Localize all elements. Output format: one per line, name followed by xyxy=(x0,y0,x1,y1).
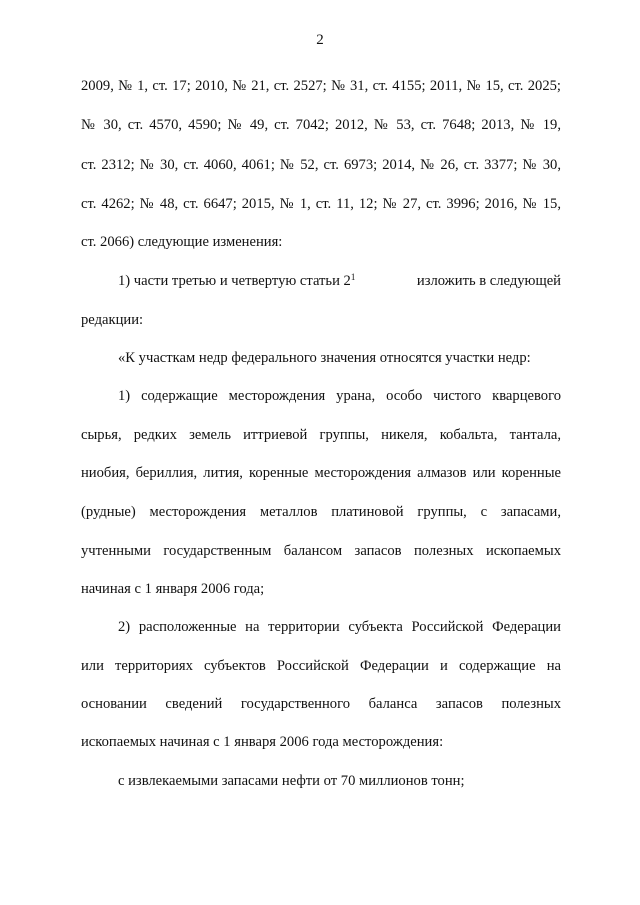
text-line: основании сведений государственного баланса запасов полезных xyxy=(81,696,561,712)
text-line: № 30, ст. 4570, 4590; № 49, ст. 7042; 2012, № 53, ст. 7648; 2013, № 19, xyxy=(81,117,561,133)
text-line: или территориях субъектов Российской Федерации и содержащие на xyxy=(81,658,561,674)
text-line: (рудные) месторождения металлов платиновой группы, с запасами, xyxy=(81,504,561,520)
superscript: 1 xyxy=(350,272,356,282)
text-line: редакции: xyxy=(81,312,144,328)
text-line: ст. 2312; № 30, ст. 4060, 4061; № 52, ст. 6973; 2014, № 26, ст. 3377; № 30, xyxy=(81,157,561,173)
text-line: 2) расположенные на территории субъекта Российской Федерации xyxy=(118,619,561,635)
page-number: 2 xyxy=(316,32,324,48)
amendment-1-text: 1) части третью и четвертую статьи $2^1$ xyxy=(118,272,356,289)
text-line: с извлекаемыми запасами нефти от 70 миллионов тонн; xyxy=(118,773,465,789)
amendment-1-tail: изложить в следующей xyxy=(416,273,561,289)
text-line: сырья, редких земель иттриевой группы, никеля, кобальта, тантала, xyxy=(81,427,561,443)
text-line: 2009, № 1, ст. 17; 2010, № 21, ст. 2527; № 31, ст. 4155; 2011, № 15, ст. 2025; xyxy=(81,78,561,94)
paragraph-amendment-1 xyxy=(118,271,561,291)
text-line: учтенными государственным балансом запасов полезных ископаемых xyxy=(81,543,561,559)
text-line: 1) содержащие месторождения урана, особо чистого кварцевого xyxy=(118,388,561,404)
text-line: ископаемых начиная с 1 января 2006 года месторождения: xyxy=(81,734,444,750)
text-line: «К участкам недр федерального значения относятся участки недр: xyxy=(118,350,531,366)
text-line: ниобия, бериллия, лития, коренные месторождения алмазов или коренные xyxy=(81,465,561,481)
text-line: начиная с 1 января 2006 года; xyxy=(81,581,265,597)
text-line: ст. 2066) следующие изменения: xyxy=(81,234,283,250)
text-line: ст. 4262; № 48, ст. 6647; 2015, № 1, ст. 11, 12; № 27, ст. 3996; 2016, № 15, xyxy=(81,196,561,212)
